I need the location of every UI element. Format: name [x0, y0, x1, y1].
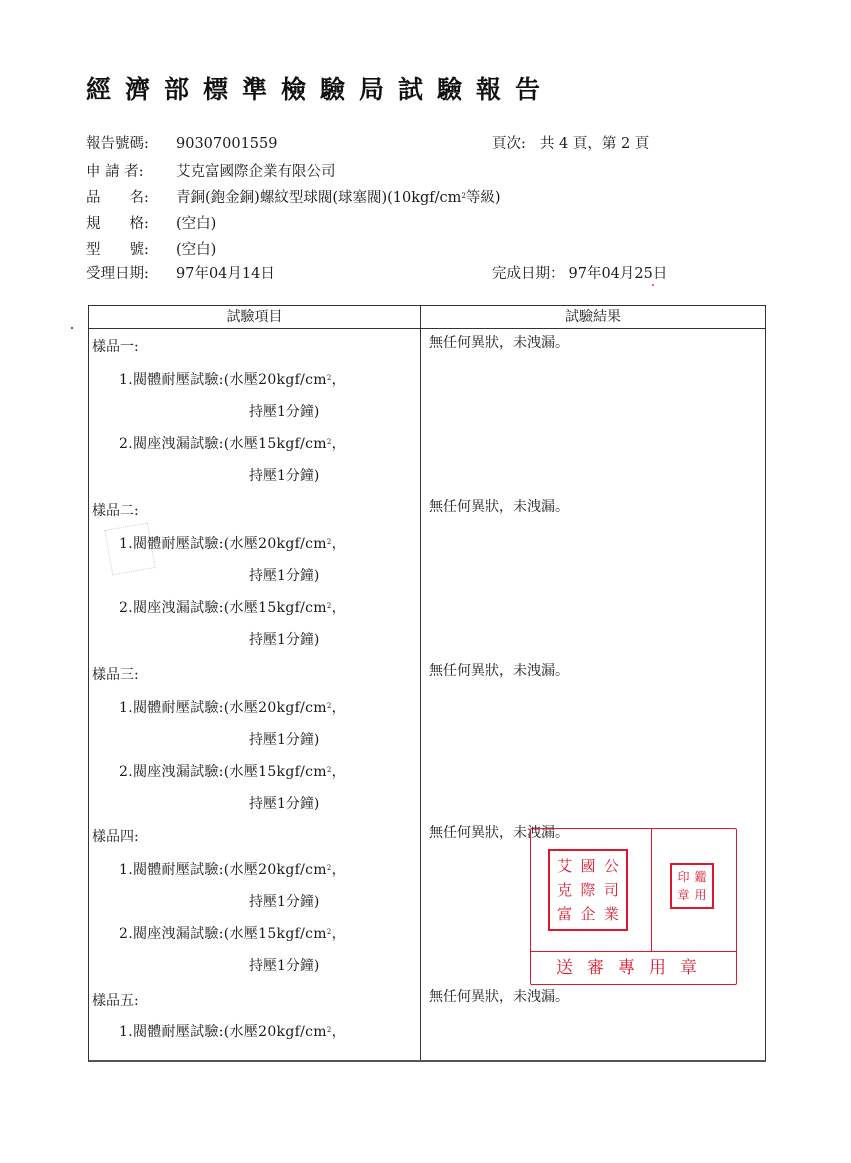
scan-speck: [652, 284, 654, 286]
scan-speck: [71, 327, 73, 329]
test-item: 1.閥體耐壓試驗:(水壓$20kgf/cm^2$，: [119, 1024, 346, 1040]
submission-stamp: [530, 828, 737, 985]
report-number-value: 90307001559: [176, 136, 278, 152]
test-item-duration: 持壓1分鐘): [249, 958, 320, 974]
test-item: 2.閥座洩漏試驗:(水壓$15kgf/cm^2$，: [119, 764, 346, 780]
column-divider: [420, 306, 421, 1060]
product-row: [86, 188, 501, 208]
received-date-value: 97年04月14日: [176, 266, 275, 282]
report-number-label: 報告號碼:: [86, 136, 149, 152]
test-result: 無任何異狀，未洩漏。: [429, 499, 569, 515]
sample-label: 樣品四:: [92, 829, 139, 845]
sample-label: 樣品二:: [92, 503, 139, 519]
test-item-duration: 持壓1分鐘): [249, 568, 320, 584]
column-header-test-results: 試驗結果: [565, 309, 621, 325]
spec-value: (空白): [176, 216, 217, 232]
test-item: 1.閥體耐壓試驗:(水壓$20kgf/cm^2$，: [119, 862, 346, 878]
product-superscript: 2: [461, 192, 466, 200]
sample-label: 樣品一:: [92, 339, 139, 355]
applicant-label: 申 請 者:: [86, 164, 144, 180]
test-item-duration: 持壓1分鐘): [249, 732, 320, 748]
test-item: 2.閥座洩漏試驗:(水壓$15kgf/cm^2$，: [119, 926, 346, 942]
model-row: [86, 240, 216, 260]
product-name-suffix: 等級): [465, 190, 501, 206]
column-header-test-items: 試驗項目: [226, 309, 283, 325]
product-label: 品 名:: [86, 190, 149, 206]
page-info: [492, 134, 649, 154]
report-title: 經濟部標準檢驗局試驗報告: [86, 75, 555, 104]
completed-date-value: 97年04月25日: [568, 266, 668, 282]
page-value: 共 4 頁，第 2 頁: [539, 136, 650, 152]
stamp-caption: 送審專用章: [556, 958, 711, 978]
company-seal-icon: 艾 國 公 克 際 司 富 企 業: [548, 849, 628, 931]
personal-seal-icon: 印 鑑 章 用: [670, 863, 714, 909]
stamp-divider: [531, 951, 736, 952]
test-item: 2.閥座洩漏試驗:(水壓$15kgf/cm^2$，: [119, 436, 346, 452]
test-result: 無任何異狀，未洩漏。: [429, 825, 569, 841]
product-name-text: 青銅(鉋金銅)螺紋型球閥(球塞閥)(10kgf/cm: [176, 190, 462, 206]
model-value: (空白): [176, 242, 217, 258]
test-result: 無任何異狀，未洩漏。: [429, 663, 569, 679]
received-date-label: 受理日期:: [86, 266, 149, 282]
completed-date-label: 完成日期：: [492, 266, 565, 282]
completed-date: [492, 264, 667, 284]
test-item-duration: 持壓1分鐘): [249, 894, 320, 910]
test-result: 無任何異狀，未洩漏。: [429, 335, 569, 351]
page-label: 頁次:: [492, 136, 526, 152]
stamp-divider: [651, 829, 652, 951]
test-result: 無任何異狀，未洩漏。: [429, 989, 569, 1005]
report-number-row: [86, 134, 277, 154]
product-value: [176, 188, 501, 208]
test-item-duration: 持壓1分鐘): [249, 632, 320, 648]
received-date-row: [86, 264, 275, 284]
test-item-duration: 持壓1分鐘): [249, 796, 320, 812]
test-item: 1.閥體耐壓試驗:(水壓$20kgf/cm^2$，: [119, 700, 346, 716]
test-item-duration: 持壓1分鐘): [249, 468, 320, 484]
applicant-value: 艾克富國際企業有限公司: [176, 164, 336, 180]
test-item: 1.閥體耐壓試驗:(水壓$20kgf/cm^2$，: [119, 372, 346, 388]
test-item: 1.閥體耐壓試驗:(水壓$20kgf/cm^2$，: [119, 536, 346, 552]
model-label: 型 號:: [86, 242, 149, 258]
spec-row: [86, 214, 216, 234]
sample-label: 樣品三:: [92, 667, 139, 683]
applicant-row: [86, 162, 336, 182]
spec-label: 規 格:: [86, 216, 149, 232]
test-item-duration: 持壓1分鐘): [249, 404, 320, 420]
sample-label: 樣品五:: [92, 993, 139, 1009]
header-divider: [89, 328, 765, 329]
test-item: 2.閥座洩漏試驗:(水壓$15kgf/cm^2$，: [119, 600, 346, 616]
